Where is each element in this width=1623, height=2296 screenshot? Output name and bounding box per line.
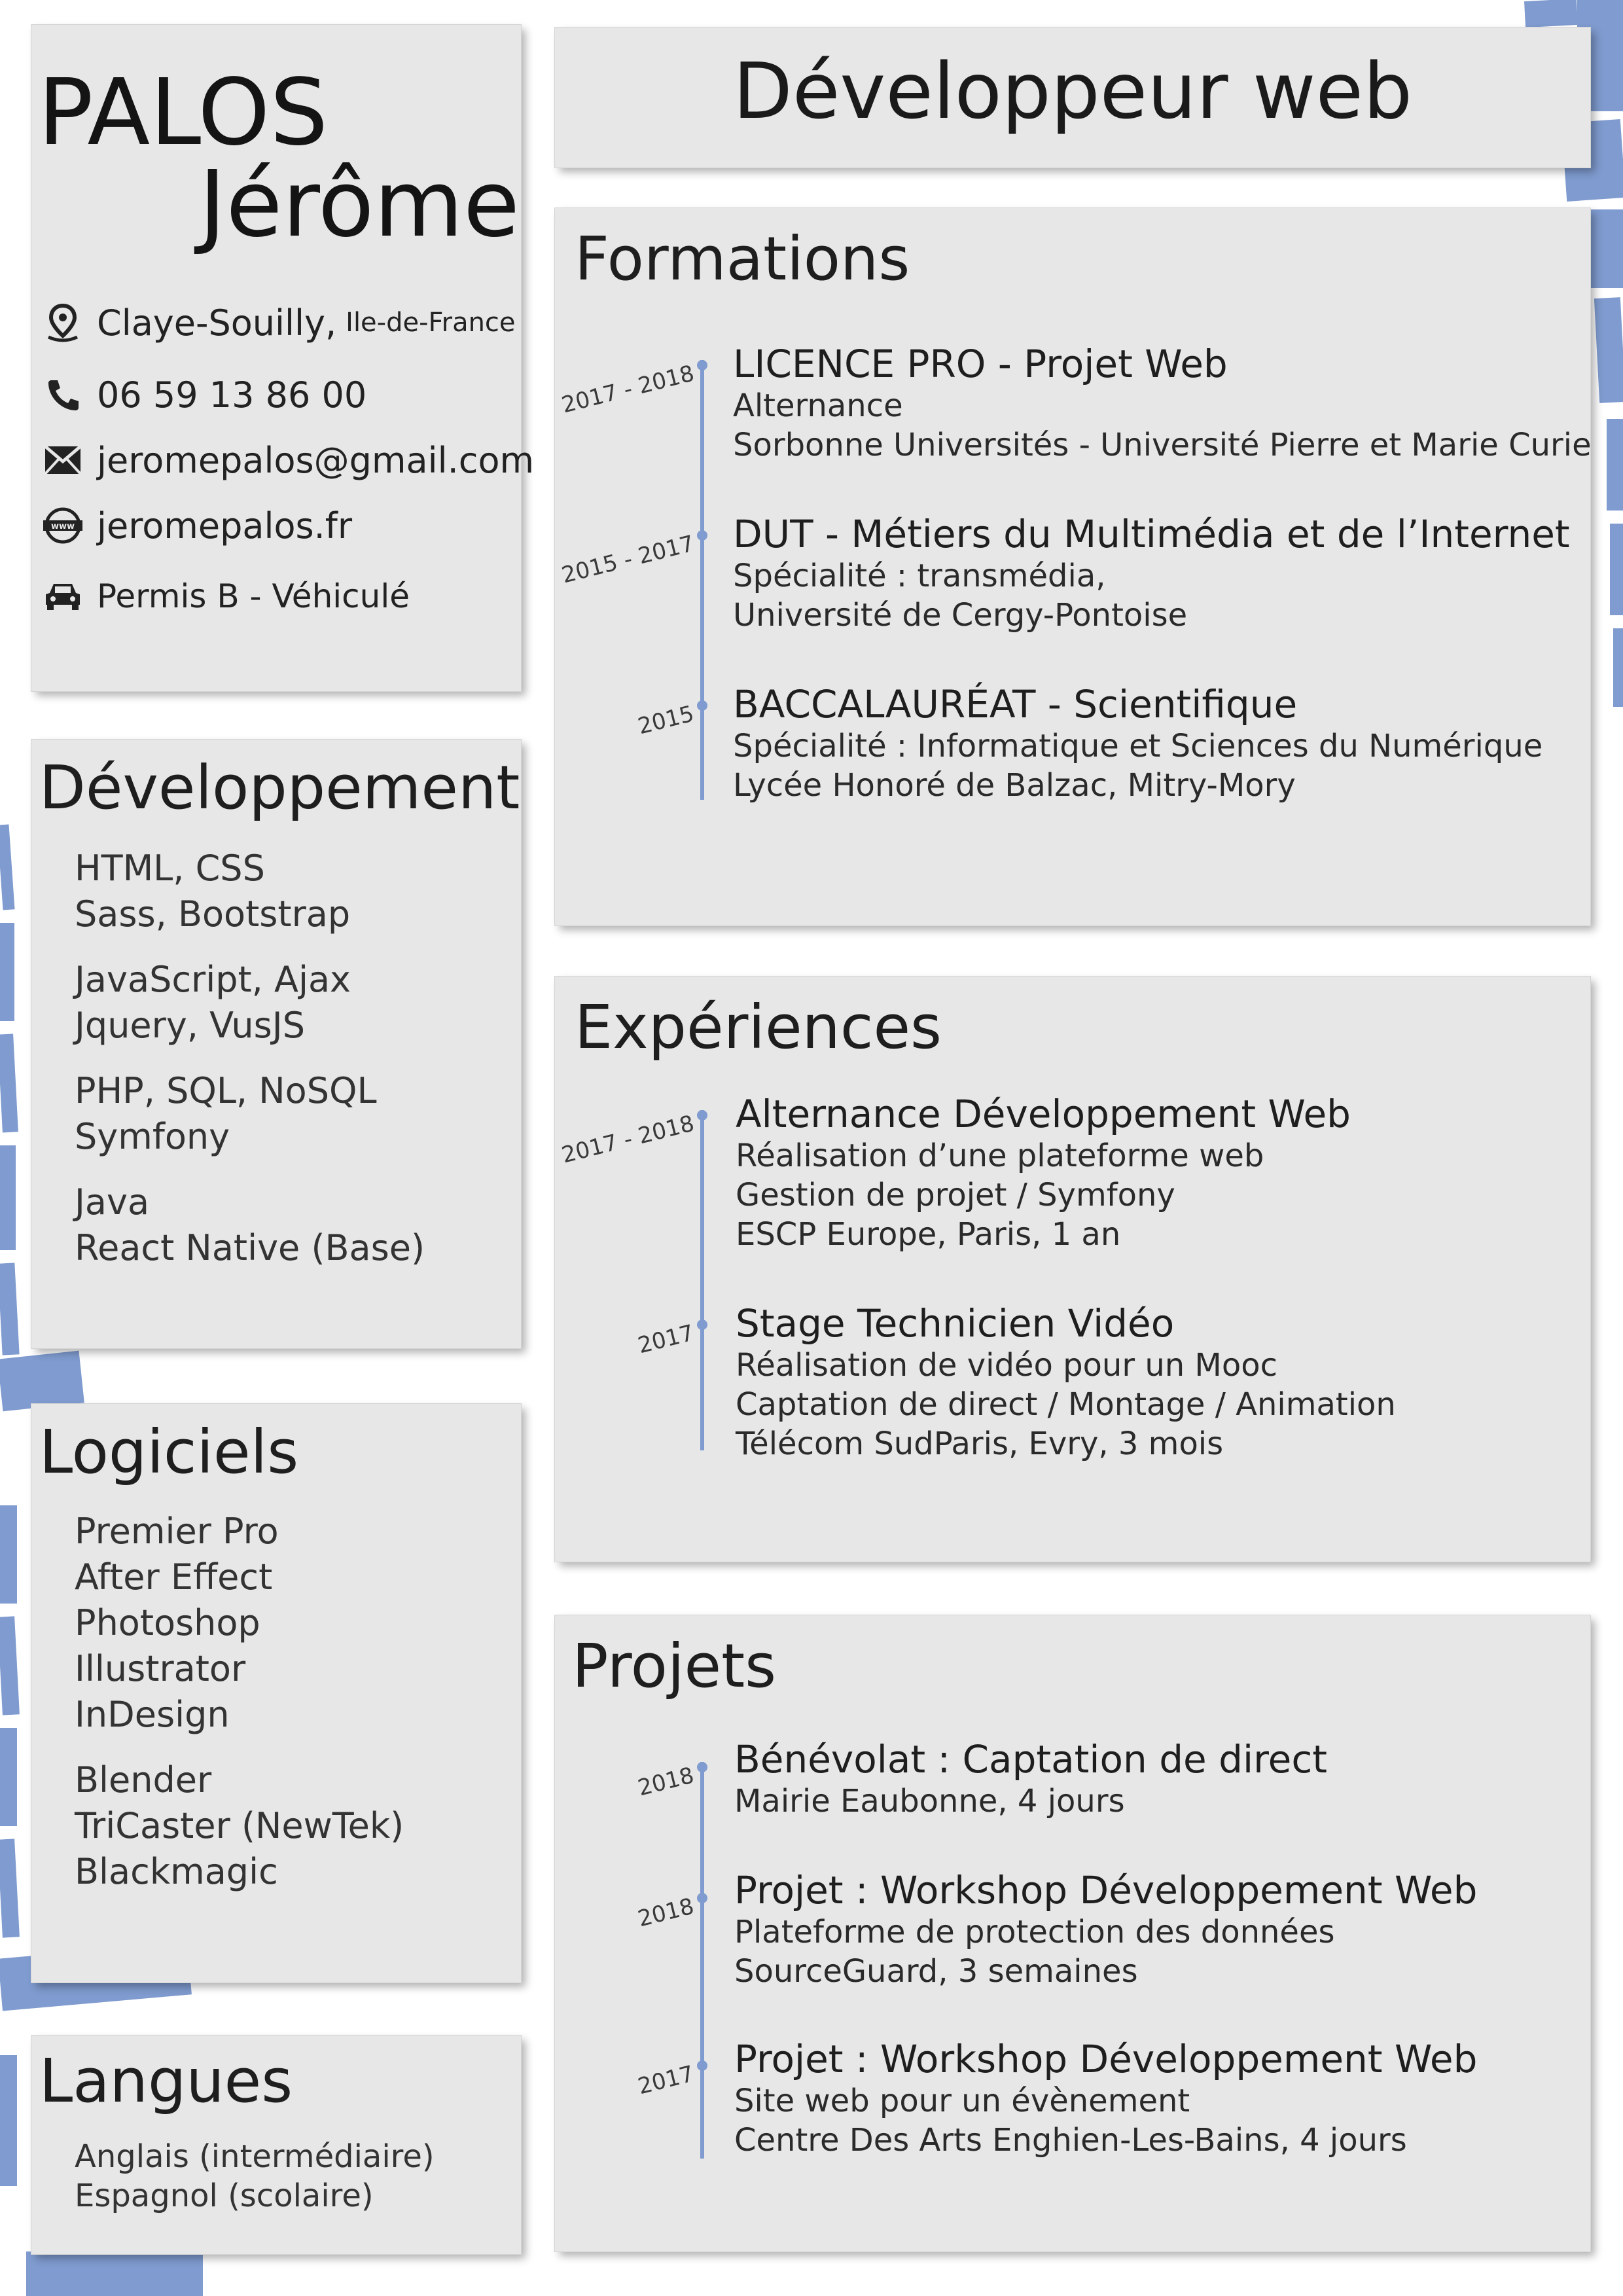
experience-title: Stage Technicien Vidéo	[736, 1301, 1175, 1346]
timeline-dot	[697, 1110, 707, 1121]
experience-line: Gestion de projet / Symfony	[736, 1177, 1175, 1213]
formation-line: Spécialité : transmédia,	[733, 558, 1106, 594]
decor-stripe-left-7	[0, 1505, 17, 1604]
decor-stripe-left-5	[0, 1263, 20, 1355]
timeline-dot	[697, 2060, 707, 2071]
formation-line: Spécialité : Informatique et Sciences du Numérique	[733, 728, 1543, 764]
project-line: Centre Des Arts Enghien-Les-Bains, 4 jours	[734, 2122, 1407, 2159]
project-line: Plateforme de protection des données	[734, 1914, 1335, 1950]
development-panel	[31, 740, 521, 1348]
language-item: Espagnol (scolaire)	[75, 2178, 374, 2214]
software-item: Photoshop	[75, 1602, 260, 1643]
formation-title: LICENCE PRO - Projet Web	[733, 342, 1228, 386]
formation-date: 2015 - 2017	[559, 530, 697, 589]
software-item: TriCaster (NewTek)	[75, 1805, 404, 1846]
phone-icon	[42, 374, 84, 416]
contact-region: Ile-de-France	[346, 308, 516, 338]
software-panel	[31, 1404, 521, 1982]
project-title: Projet : Workshop Développement Web	[734, 1868, 1478, 1912]
decor-stripe-right-5	[1607, 419, 1623, 511]
last-name: PALOS	[38, 60, 329, 166]
decor-stripe-left-1	[0, 825, 15, 910]
project-date: 2018	[635, 1893, 697, 1933]
projects-heading: Projets	[572, 1631, 777, 1701]
decor-stripe-left-12	[0, 2055, 17, 2186]
decor-stripe-left-9	[0, 1728, 17, 1826]
decor-stripe-left-6	[0, 1351, 84, 1412]
decor-stripe-right-4	[1594, 297, 1623, 403]
software-item: After Effect	[75, 1556, 273, 1598]
job-title-panel	[555, 27, 1590, 168]
decor-stripe-left-10	[0, 1839, 20, 1937]
experience-date: 2017 - 2018	[559, 1110, 697, 1169]
projects-timeline	[700, 1762, 704, 2159]
software-heading: Logiciels	[39, 1417, 299, 1487]
languages-panel	[31, 2036, 521, 2254]
experiences-panel	[555, 977, 1590, 1562]
formation-line: Alternance	[733, 387, 903, 424]
project-title: Bénévolat : Captation de direct	[734, 1737, 1327, 1782]
formation-title: BACCALAURÉAT - Scientifique	[733, 682, 1298, 726]
language-item: Anglais (intermédiaire)	[75, 2138, 435, 2175]
experience-line: Télécom SudParis, Evry, 3 mois	[736, 1426, 1224, 1462]
envelope-icon	[42, 439, 84, 481]
dev-skill: React Native (Base)	[75, 1227, 425, 1268]
experience-line: ESCP Europe, Paris, 1 an	[736, 1216, 1121, 1253]
decor-stripe-left-8	[0, 1616, 20, 1715]
experience-line: Réalisation d’une plateforme web	[736, 1138, 1264, 1174]
experience-date: 2017	[635, 1319, 697, 1359]
project-line: SourceGuard, 3 semaines	[734, 1953, 1138, 1990]
decor-stripe-right-6	[1610, 524, 1623, 615]
projects-panel	[555, 1615, 1590, 2251]
dev-skill: Symfony	[75, 1116, 230, 1157]
decor-stripe-left-3	[0, 1033, 18, 1132]
dev-skill: Java	[75, 1181, 150, 1223]
contact-email-row	[42, 437, 534, 483]
car-icon	[42, 575, 84, 617]
languages-heading: Langues	[39, 2046, 293, 2116]
software-item: Premier Pro	[75, 1511, 279, 1552]
project-date: 2017	[635, 2060, 697, 2100]
first-name: Jérôme	[199, 151, 520, 258]
project-line: Site web pour un évènement	[734, 2083, 1190, 2119]
contact-license-row	[42, 573, 410, 619]
formation-line: Lycée Honoré de Balzac, Mitry-Mory	[733, 767, 1296, 804]
software-item: Illustrator	[75, 1648, 246, 1689]
timeline-dot	[697, 1319, 707, 1330]
timeline-dot	[697, 360, 707, 370]
identity-panel	[31, 25, 535, 691]
project-line: Mairie Eaubonne, 4 jours	[734, 1783, 1125, 1820]
software-item: Blackmagic	[75, 1851, 278, 1892]
dev-skill: Sass, Bootstrap	[75, 893, 351, 935]
formation-title: DUT - Métiers du Multimédia et de l’Internet	[733, 512, 1570, 556]
decor-stripe-bottom-left	[26, 2251, 203, 2296]
timeline-dot	[697, 1893, 707, 1903]
decor-stripe-top-right	[1524, 0, 1578, 27]
decor-stripe-right-7	[1613, 628, 1623, 707]
timeline-dot	[697, 700, 707, 711]
contact-phone[interactable]: 06 59 13 86 00	[97, 374, 367, 416]
contact-license: Permis B - Véhiculé	[97, 577, 410, 615]
formation-date: 2017 - 2018	[559, 360, 697, 419]
timeline-dot	[697, 530, 707, 541]
dev-skill: Jquery, VusJS	[75, 1005, 305, 1046]
contact-location	[42, 300, 516, 346]
decor-stripe-left-4	[0, 1145, 16, 1250]
software-item: Blender	[75, 1759, 212, 1801]
svg-text:www: www	[50, 522, 75, 531]
contact-phone-row	[42, 372, 366, 418]
timeline-dot	[697, 1762, 707, 1772]
formations-panel	[555, 208, 1590, 925]
experience-title: Alternance Développement Web	[736, 1092, 1351, 1136]
project-date: 2018	[635, 1762, 697, 1802]
experience-line: Captation de direct / Montage / Animation	[736, 1386, 1396, 1423]
dev-skill: JavaScript, Ajax	[75, 959, 351, 1000]
contact-city: Claye-Souilly,	[97, 302, 337, 344]
location-pin-icon	[42, 302, 84, 344]
contact-website[interactable]: jeromepalos.fr	[97, 505, 353, 547]
project-title: Projet : Workshop Développement Web	[734, 2037, 1478, 2081]
decor-stripe-left-2	[0, 923, 14, 1021]
experience-line: Réalisation de vidéo pour un Mooc	[736, 1347, 1277, 1384]
development-heading: Développement	[39, 753, 520, 823]
dev-skill: PHP, SQL, NoSQL	[75, 1070, 377, 1111]
experiences-heading: Expériences	[575, 992, 942, 1062]
formations-heading: Formations	[575, 224, 910, 294]
formation-date: 2015	[635, 700, 697, 740]
contact-website-row	[42, 503, 352, 548]
dev-skill: HTML, CSS	[75, 848, 265, 889]
contact-email[interactable]: jeromepalos@gmail.com	[97, 439, 535, 481]
formations-timeline	[700, 360, 704, 800]
globe-www-icon	[42, 505, 84, 547]
job-title: Développeur web	[732, 46, 1413, 136]
experiences-timeline	[700, 1110, 704, 1450]
software-item: InDesign	[75, 1694, 230, 1735]
formation-line: Université de Cergy-Pontoise	[733, 597, 1188, 634]
formation-line: Sorbonne Universités - Université Pierre et Marie Curie	[733, 427, 1592, 463]
